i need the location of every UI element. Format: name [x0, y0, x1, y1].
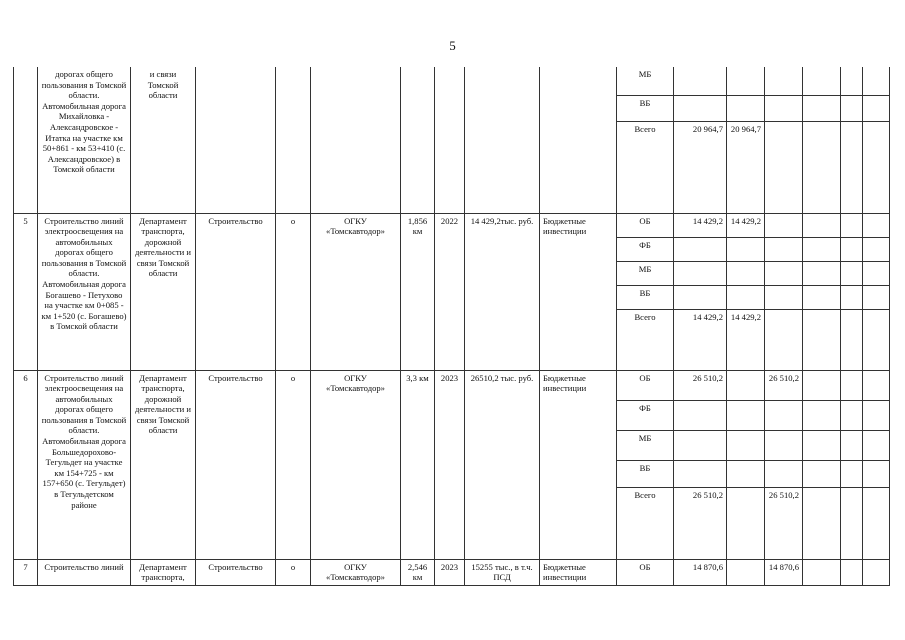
funding-amount: 14 429,2 — [674, 309, 727, 370]
funding-year1 — [727, 237, 765, 261]
funding-year2 — [765, 237, 803, 261]
funding-amount: 26 510,2 — [674, 370, 727, 400]
investment-type: Бюджетные инвестиции — [540, 559, 617, 585]
funding-year2 — [765, 67, 803, 95]
work-type: Строительство — [196, 559, 276, 585]
row-number: 6 — [14, 370, 38, 559]
funding-year2 — [765, 285, 803, 309]
funding-amount — [674, 285, 727, 309]
funding-source: МБ — [617, 430, 674, 460]
unit: о — [276, 370, 311, 559]
work-type: Строительство — [196, 370, 276, 559]
funding-year2: 14 870,6 — [765, 559, 803, 585]
funding-year2 — [765, 309, 803, 370]
department: и связи Томской области — [131, 67, 196, 213]
unit: о — [276, 213, 311, 370]
funding-year2 — [765, 213, 803, 237]
funding-year2 — [765, 430, 803, 460]
funding-year1: 14 429,2 — [727, 309, 765, 370]
year: 2022 — [435, 213, 465, 370]
unit: о — [276, 559, 311, 585]
year: 2023 — [435, 370, 465, 559]
funding-year1 — [727, 559, 765, 585]
capacity: 3,3 км — [401, 370, 435, 559]
customer: ОГКУ «Томскавтодор» — [311, 370, 401, 559]
funding-amount: 14 870,6 — [674, 559, 727, 585]
funding-source: МБ — [617, 261, 674, 285]
table-row — [14, 67, 890, 95]
funding-year2 — [765, 95, 803, 121]
funding-source: ВБ — [617, 285, 674, 309]
cost: 15255 тыс., в т.ч. ПСД — [465, 559, 540, 585]
funding-year2 — [765, 121, 803, 213]
funding-amount: 14 429,2 — [674, 213, 727, 237]
funding-source: ОБ — [617, 370, 674, 400]
object-name: Строительство линий электроосвещения на автомобильных дорогах общего пользования в Томской области. Автомобильная дорога Большедорохово-Тегульдет на участке км 154+725 - км 157+650 (с. Тегульдет) в Тегульдетском районе — [38, 370, 131, 559]
funding-year2 — [765, 261, 803, 285]
funding-year1 — [727, 261, 765, 285]
funding-year1: 14 429,2 — [727, 213, 765, 237]
funding-amount — [674, 95, 727, 121]
row-number — [14, 67, 38, 213]
page-number: 5 — [449, 38, 456, 53]
funding-amount — [674, 430, 727, 460]
table-row — [14, 370, 890, 400]
funding-year1: 20 964,7 — [727, 121, 765, 213]
year: 2023 — [435, 559, 465, 585]
funding-year1 — [727, 430, 765, 460]
investment-type: Бюджетные инвестиции — [540, 213, 617, 370]
table-row — [14, 559, 890, 585]
customer: ОГКУ «Томскавтодор» — [311, 213, 401, 370]
table-row — [14, 213, 890, 237]
funding-source: Всего — [617, 487, 674, 559]
funding-year2 — [765, 400, 803, 430]
cost: 14 429,2тыс. руб. — [465, 213, 540, 370]
funding-year1 — [727, 460, 765, 487]
funding-year1 — [727, 370, 765, 400]
funding-amount — [674, 460, 727, 487]
customer: ОГКУ «Томскавтодор» — [311, 559, 401, 585]
funding-source: ВБ — [617, 460, 674, 487]
work-type: Строительство — [196, 213, 276, 370]
funding-source: ОБ — [617, 213, 674, 237]
funding-source: ФБ — [617, 237, 674, 261]
funding-source: Всего — [617, 121, 674, 213]
funding-source: МБ — [617, 67, 674, 95]
funding-year1 — [727, 285, 765, 309]
funding-year1 — [727, 487, 765, 559]
capacity: 2,546 км — [401, 559, 435, 585]
funding-source: Всего — [617, 309, 674, 370]
object-name: дорогах общего пользования в Томской области. Автомобильная дорога Михайловка - Александровское - Итатка на участке км 50+861 - км 53+410 (с. Александровское) в Томской области — [38, 67, 131, 213]
row-number: 5 — [14, 213, 38, 370]
department: Департамент транспорта, дорожной деятельности и связи Томской области — [131, 213, 196, 370]
funding-amount: 20 964,7 — [674, 121, 727, 213]
department: Департамент транспорта, — [131, 559, 196, 585]
funding-year1 — [727, 67, 765, 95]
funding-source: ОБ — [617, 559, 674, 585]
row-number: 7 — [14, 559, 38, 585]
funding-amount — [674, 67, 727, 95]
funding-year1 — [727, 400, 765, 430]
investment-table — [13, 67, 890, 586]
funding-source: ФБ — [617, 400, 674, 430]
funding-year2 — [765, 460, 803, 487]
object-name: Строительство линий электроосвещения на автомобильных дорогах общего пользования в Томской области. Автомобильная дорога Богашево - Петухово на участке км 0+085 - км 1+520 (с. Богашево) в Томской области — [38, 213, 131, 370]
cost: 26510,2 тыс. руб. — [465, 370, 540, 559]
funding-year2: 26 510,2 — [765, 487, 803, 559]
funding-amount — [674, 400, 727, 430]
capacity: 1,856 км — [401, 213, 435, 370]
object-name: Строительство линий — [38, 559, 131, 585]
investment-type: Бюджетные инвестиции — [540, 370, 617, 559]
funding-amount — [674, 237, 727, 261]
funding-amount: 26 510,2 — [674, 487, 727, 559]
funding-source: ВБ — [617, 95, 674, 121]
funding-amount — [674, 261, 727, 285]
funding-year1 — [727, 95, 765, 121]
funding-year2: 26 510,2 — [765, 370, 803, 400]
department: Департамент транспорта, дорожной деятельности и связи Томской области — [131, 370, 196, 559]
